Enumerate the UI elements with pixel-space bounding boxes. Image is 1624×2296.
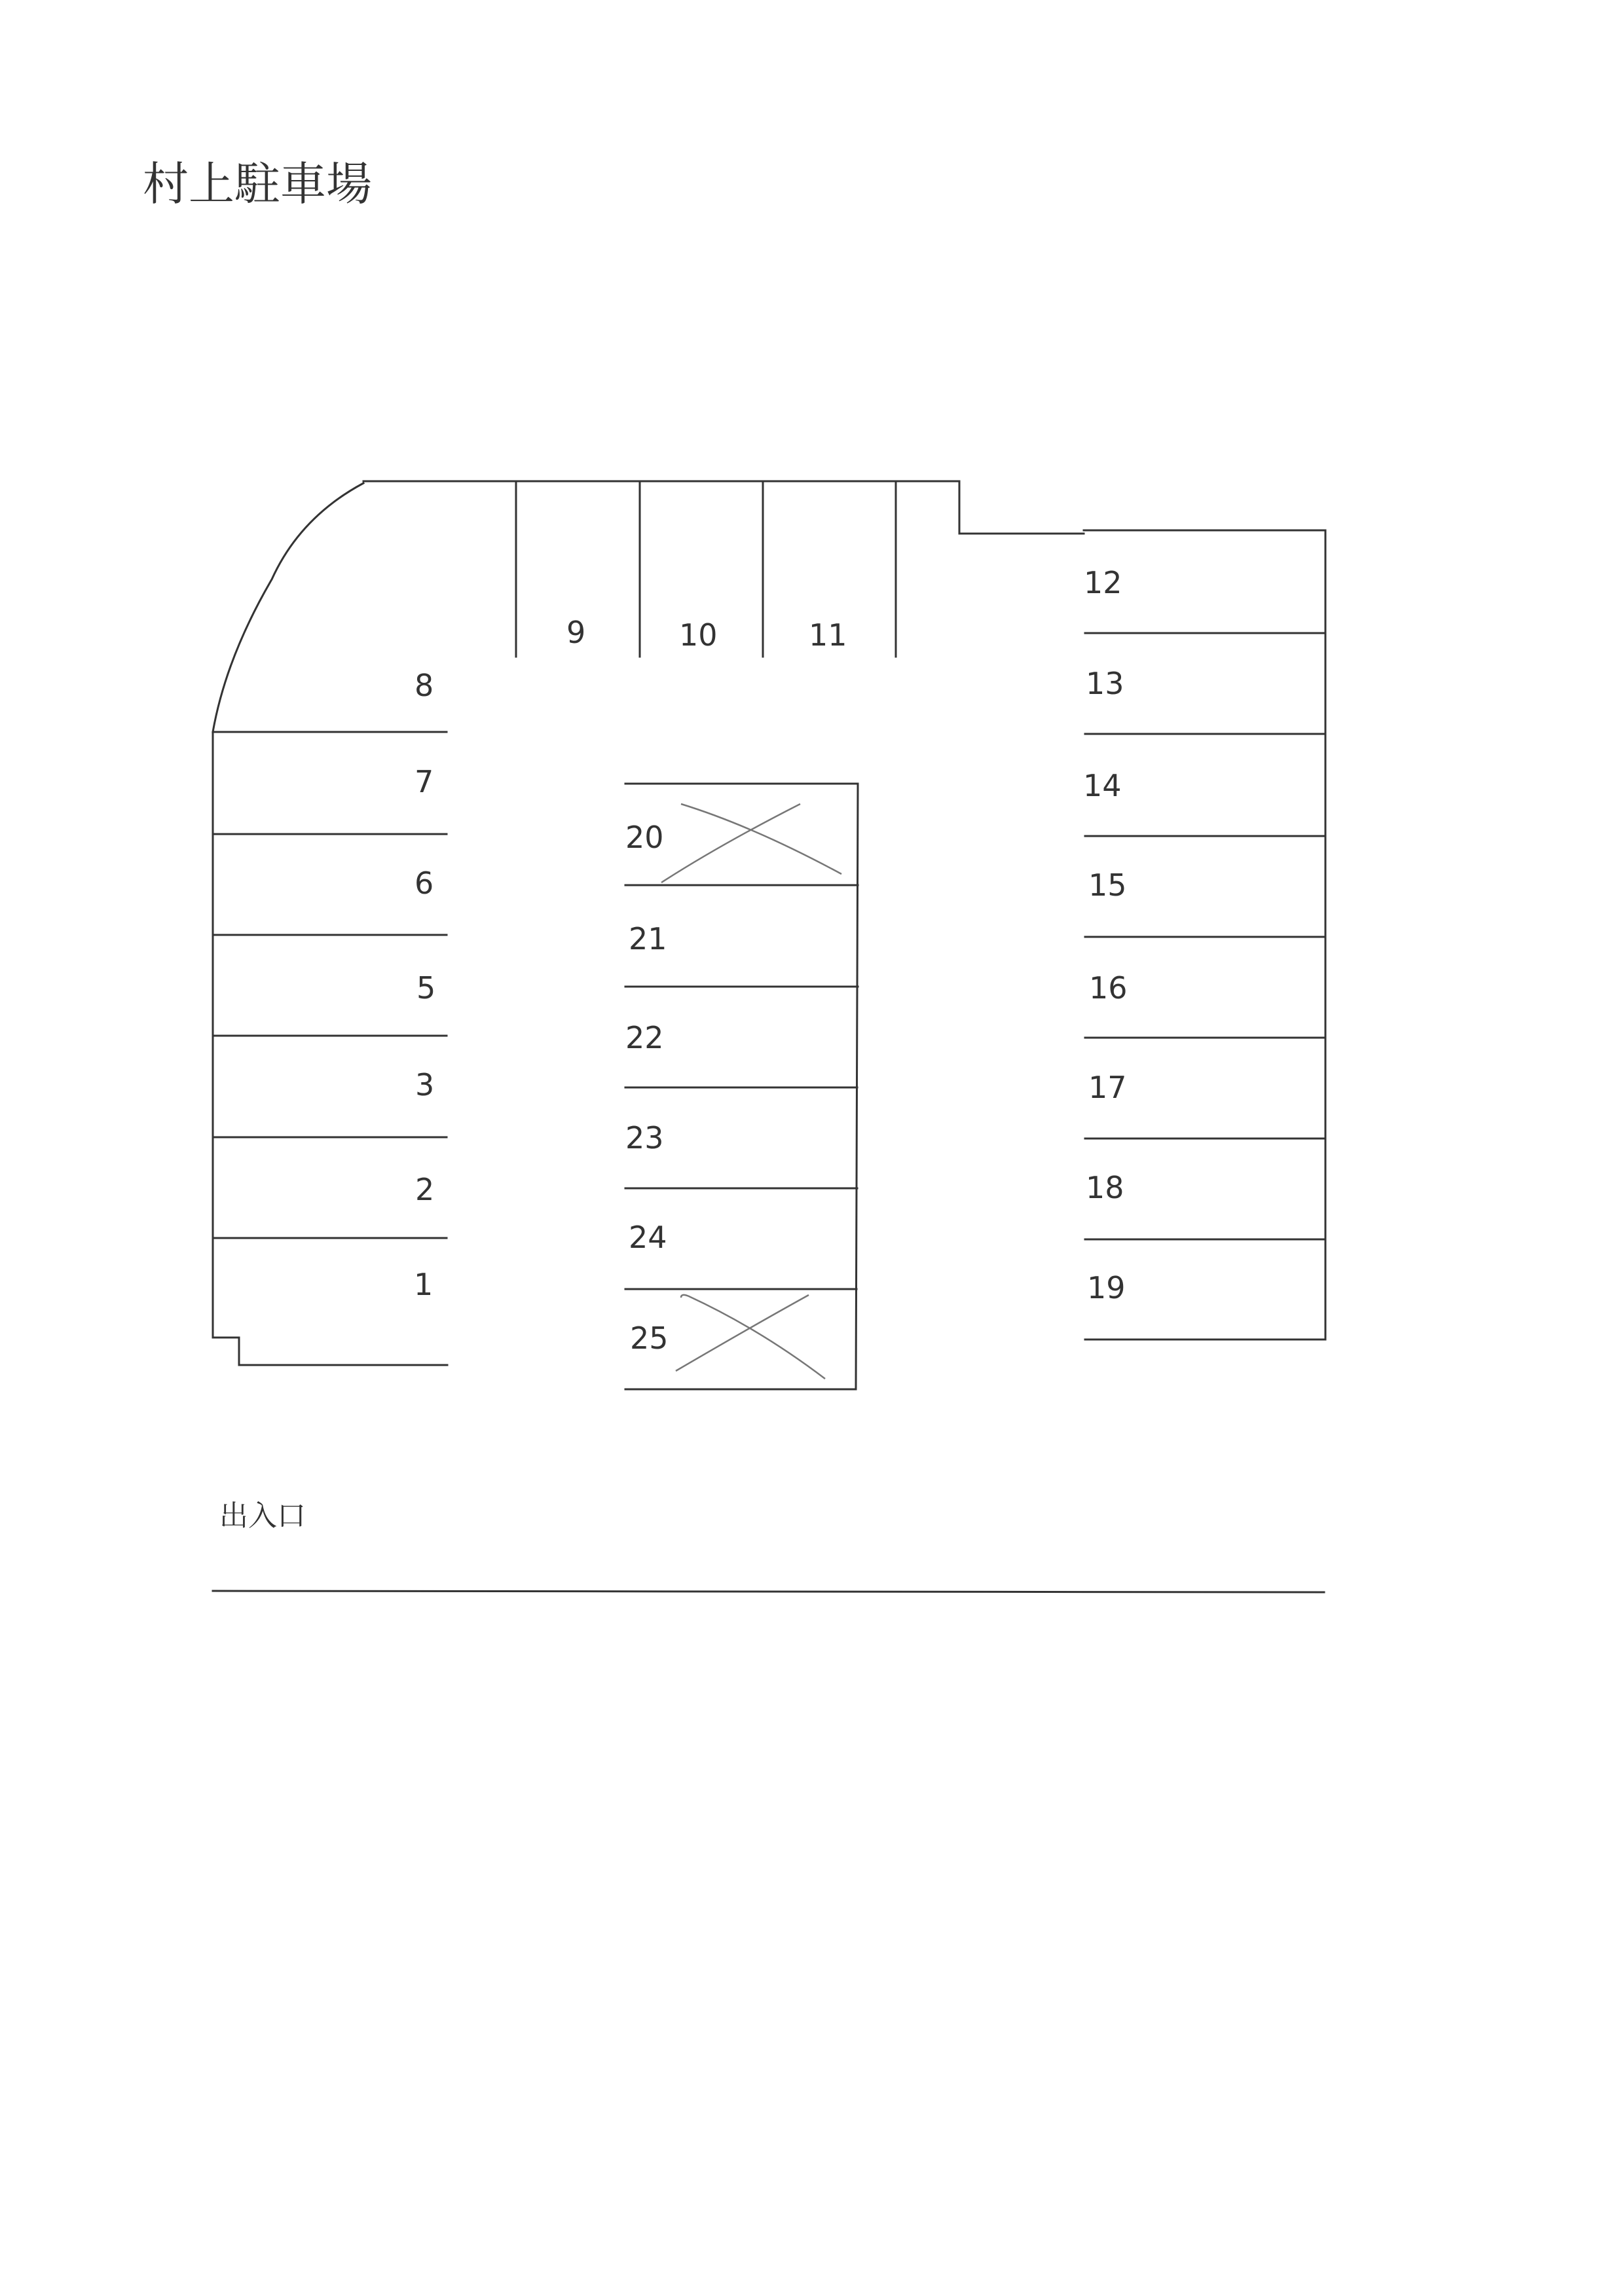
space-label-5: 5 bbox=[416, 970, 436, 1006]
space-label-20: 20 bbox=[625, 820, 664, 855]
space-label-14: 14 bbox=[1083, 768, 1122, 803]
space-label-18: 18 bbox=[1086, 1170, 1124, 1205]
space-label-16: 16 bbox=[1089, 970, 1128, 1006]
lot-boundary bbox=[213, 481, 1325, 1365]
space-label-25: 25 bbox=[630, 1321, 669, 1356]
left-column-dividers bbox=[213, 732, 447, 1238]
space-label-21: 21 bbox=[629, 921, 667, 957]
space-label-2: 2 bbox=[415, 1172, 435, 1207]
space-label-15: 15 bbox=[1088, 867, 1127, 903]
unavailable-mark-space-25 bbox=[676, 1295, 825, 1379]
entrance-label: 出入口 bbox=[219, 1499, 306, 1533]
entrance-line bbox=[213, 1591, 1324, 1592]
space-label-24: 24 bbox=[629, 1220, 667, 1255]
space-label-10: 10 bbox=[679, 617, 718, 653]
space-label-12: 12 bbox=[1084, 565, 1122, 600]
space-label-22: 22 bbox=[625, 1020, 664, 1055]
space-label-7: 7 bbox=[415, 764, 434, 799]
center-island bbox=[625, 784, 858, 1389]
space-label-11: 11 bbox=[809, 617, 847, 653]
space-label-13: 13 bbox=[1086, 666, 1124, 701]
unavailable-mark-space-20 bbox=[661, 804, 841, 883]
space-label-9: 9 bbox=[566, 615, 586, 650]
space-label-6: 6 bbox=[415, 866, 434, 901]
space-label-17: 17 bbox=[1088, 1070, 1127, 1105]
space-label-8: 8 bbox=[415, 668, 434, 703]
space-label-23: 23 bbox=[625, 1120, 664, 1156]
space-label-3: 3 bbox=[415, 1067, 435, 1102]
page-title: 村上駐車場 bbox=[143, 157, 372, 211]
space-label-19: 19 bbox=[1087, 1270, 1126, 1305]
space-label-1: 1 bbox=[414, 1267, 434, 1302]
